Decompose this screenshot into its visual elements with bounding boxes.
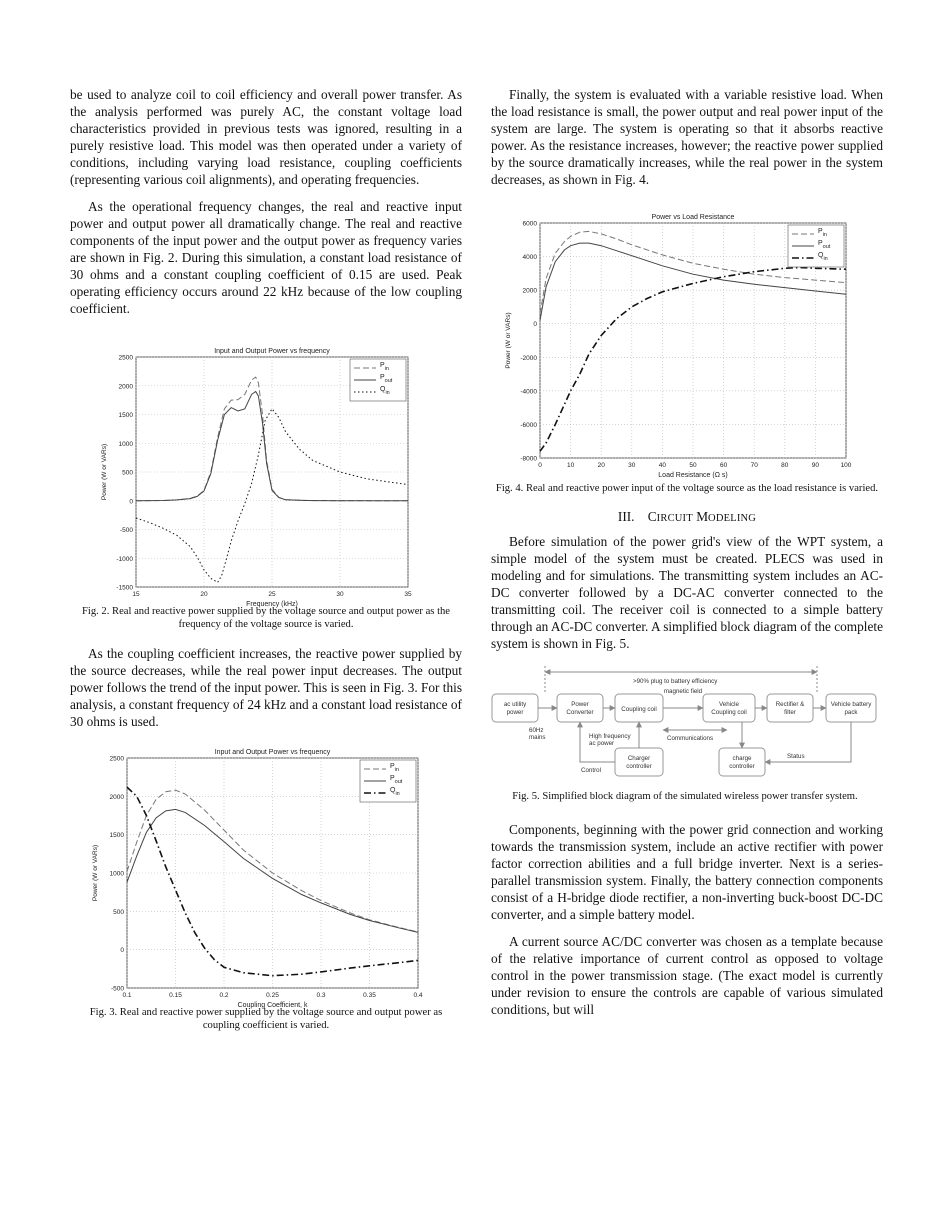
legend-label: $P_{in}$ (818, 228, 827, 238)
fig4-chart (491, 206, 883, 479)
svg-text:60Hz: 60Hz (529, 727, 544, 734)
charge-controller-box (719, 748, 765, 776)
x-tick-label: 0.15 (169, 992, 182, 999)
svg-text:Coupling coil: Coupling coil (711, 709, 747, 716)
svg-text:pack: pack (844, 709, 858, 716)
y-tick-label: 500 (113, 908, 124, 916)
y-tick-label: -8000 (520, 455, 537, 463)
x-tick-label: 30 (628, 462, 636, 469)
x-tick-label: 25 (268, 591, 276, 598)
y-tick-label: -2000 (520, 354, 537, 362)
section-heading: III. CIRCUIT MODELING (617, 509, 757, 524)
svg-text:controller: controller (729, 763, 755, 770)
y-tick-label: -6000 (520, 421, 537, 429)
x-tick-label: 0.3 (316, 992, 326, 999)
chart-title: Input and Output Power vs frequency (214, 749, 331, 756)
x-tick-label: 35 (404, 591, 412, 598)
y-axis-label: Power (W or VARs) (92, 844, 99, 902)
y-tick-label: 0 (533, 321, 537, 329)
x-tick-label: 80 (781, 462, 789, 469)
svg-text:controller: controller (626, 763, 652, 770)
y-tick-label: 500 (122, 469, 133, 477)
paragraph: As the operational frequency changes, the real and reactive input power and output power all dramatically change. The real and reactive components of the input power and the output power as frequency varies are shown in Fig. 2. During this simulation, a constant load resistance of 30 ohms and a constant coupling coefficient of 0.15 are used. Peak operating efficiency occurs around 22 kHz because of the low coupling coefficient. (70, 199, 462, 316)
legend-label: $P_{in}$ (390, 763, 399, 773)
svg-text:High frequency: High frequency (589, 733, 631, 740)
svg-text:Vehicle: Vehicle (719, 701, 739, 708)
power-converter-box (557, 694, 603, 722)
charger-controller-box (615, 748, 663, 776)
block-diagram (487, 666, 883, 786)
paragraph: Before simulation of the power grid's view of the WPT system, a simple model of the system must be created. PLECS was used in modeling and for simulations. The transmitting system includes an AC-DC converter followed by a DC-AC converter connected to the transmitting coil. The receiver coil is connected to a simple battery through an AC-DC converter. A simplified block diagram of the complete system is shown in Fig. 5. (491, 534, 883, 651)
x-axis-label: Load Resistance (Ω s) (658, 472, 728, 479)
y-axis-label: Power (W or VARs) (505, 312, 512, 369)
legend-label: $P_{out}$ (818, 240, 831, 250)
left-column (70, 86, 462, 1032)
fig2-chart (70, 339, 462, 608)
y-tick-label: 2500 (118, 354, 133, 362)
vehicle-coil-box (703, 694, 755, 722)
chart-title: Power vs Load Resistance (651, 214, 735, 221)
legend-label: $P_{in}$ (380, 362, 389, 372)
legend-label: $Q_{in}$ (818, 252, 828, 262)
figure-caption: Fig. 2. Real and reactive power supplied by the voltage source and output power as the frequency of the voltage source is varied. (81, 606, 451, 630)
y-tick-label: 2000 (109, 793, 124, 801)
svg-text:Vehicle battery: Vehicle battery (830, 701, 872, 708)
svg-text:ac utility: ac utility (503, 701, 527, 708)
legend-label: $Q_{in}$ (390, 787, 400, 797)
paragraph: A current source AC/DC converter was chosen as a template because of the relative importance of current control as opposed to voltage control in the power transmission stage. (The exact model is currently under revision to ensure the controls are capable of various simulated conditions, but will (491, 934, 883, 1017)
y-tick-label: -500 (110, 985, 124, 993)
svg-text:power: power (506, 709, 524, 716)
x-tick-label: 70 (750, 462, 758, 469)
y-tick-label: 1500 (118, 412, 133, 419)
figure-5 (487, 666, 883, 803)
y-tick-label: 4000 (522, 254, 537, 262)
x-tick-label: 100 (840, 462, 852, 469)
svg-text:Status: Status (787, 753, 805, 760)
chart-title: Input and Output Power vs frequency (214, 348, 330, 355)
x-tick-label: 0.2 (219, 992, 229, 999)
x-axis-label: Frequency (kHz) (246, 601, 298, 608)
svg-text:mains: mains (529, 734, 546, 741)
y-tick-label: -4000 (520, 388, 537, 396)
y-tick-label: 2500 (109, 755, 124, 763)
y-tick-label: 1500 (109, 832, 124, 840)
svg-text:magnetic field: magnetic field (663, 688, 703, 695)
y-tick-label: 0 (129, 498, 133, 506)
x-tick-label: 60 (719, 462, 728, 469)
y-tick-label: 2000 (522, 287, 537, 295)
x-tick-label: 0 (538, 462, 542, 469)
y-tick-label: 1000 (109, 870, 124, 878)
y-tick-label: 1000 (118, 440, 133, 448)
svg-text:filter: filter (784, 709, 796, 716)
figure-caption: Fig. 5. Simplified block diagram of the simulated wireless power transfer system. (512, 791, 858, 802)
svg-text:Charger: Charger (627, 755, 651, 762)
y-tick-label: -500 (119, 527, 133, 534)
figure-4 (491, 206, 883, 495)
x-tick-label: 0.35 (363, 992, 376, 999)
efficiency-label: >90% plug to battery efficiency (633, 678, 718, 685)
y-tick-label: 0 (120, 947, 124, 955)
y-axis-label: Power (W or VARs) (101, 443, 108, 501)
y-tick-label: 6000 (522, 220, 537, 228)
x-tick-label: 20 (200, 591, 208, 598)
svg-text:Converter: Converter (566, 709, 594, 716)
x-tick-label: 30 (336, 591, 344, 598)
y-tick-label: -1000 (116, 555, 133, 563)
x-tick-label: 50 (689, 462, 697, 469)
svg-text:Coupling coil: Coupling coil (621, 706, 657, 713)
x-tick-label: 40 (658, 462, 667, 469)
svg-text:Communications: Communications (667, 735, 714, 742)
svg-text:Power: Power (571, 701, 589, 708)
ac-utility-box (492, 694, 538, 722)
right-column (491, 86, 883, 1028)
legend-label: $Q_{in}$ (380, 386, 390, 396)
x-tick-label: 15 (132, 591, 140, 598)
fig3-chart (70, 740, 462, 1009)
figure-2 (70, 339, 462, 631)
rectifier-box (767, 694, 813, 722)
x-tick-label: 0.1 (122, 992, 132, 999)
figure-3 (70, 740, 462, 1032)
svg-text:ac power: ac power (589, 740, 615, 747)
paragraph: be used to analyze coil to coil efficiency and overall power transfer. As the analysis performed was purely AC, the constant voltage load characteristics provided in previous tests was ignored, resulting in a purely resistive load. This model was then operated under a variety of conditions, including varying load resistance, coupling coefficients (representing various coil alignments), and operating frequencies. (70, 87, 462, 187)
legend-label: $P_{out}$ (380, 374, 393, 384)
x-axis-label: Coupling Coefficient, k (237, 1002, 308, 1009)
figure-caption: Fig. 3. Real and reactive power supplied by the voltage source and output power as coupling coefficient is varied. (89, 1007, 443, 1031)
x-tick-label: 90 (811, 462, 820, 469)
paragraph: As the coupling coefficient increases, the reactive power supplied by the source decreases, while the real power input decreases. The output power follows the trend of the input power. This is seen in Fig. 3. For this analysis, a constant frequency of 24 kHz and a constant load resistance of 30 ohms is used. (70, 646, 462, 729)
y-tick-label: -1500 (116, 584, 133, 592)
y-tick-label: 2000 (118, 383, 133, 391)
legend-label: $P_{out}$ (390, 775, 403, 785)
svg-text:Control: Control (581, 767, 601, 774)
paragraph: Finally, the system is evaluated with a variable resistive load. When the load resistance is small, the power output and real power input of the system are large. The system is operating so that it absorbs reactive power. As the resistance increases, however; the reactive power supplied by the source dramatically increases, while the real power in the system decreases, as shown in Fig. 4. (491, 87, 883, 187)
x-tick-label: 0.4 (413, 992, 423, 999)
figure-caption: Fig. 4. Real and reactive power input of the voltage source as the load resistance is varied. (495, 483, 879, 494)
x-tick-label: 20 (597, 462, 605, 469)
svg-text:charge: charge (732, 755, 752, 762)
svg-text:Rectifier &: Rectifier & (775, 701, 805, 708)
x-tick-label: 0.25 (266, 992, 279, 999)
battery-box (826, 694, 876, 722)
paragraph: Components, beginning with the power grid connection and working towards the transmission system, include an active rectifier with power factor correction abilities and a full bridge inverter. Next is a series-parallel transmission system. Finally, the battery connection components consist of a H-bridge diode rectifier, a non-inverting buck-boost DC-DC converter, and a simple battery model. (491, 822, 883, 922)
x-tick-label: 10 (566, 462, 575, 469)
